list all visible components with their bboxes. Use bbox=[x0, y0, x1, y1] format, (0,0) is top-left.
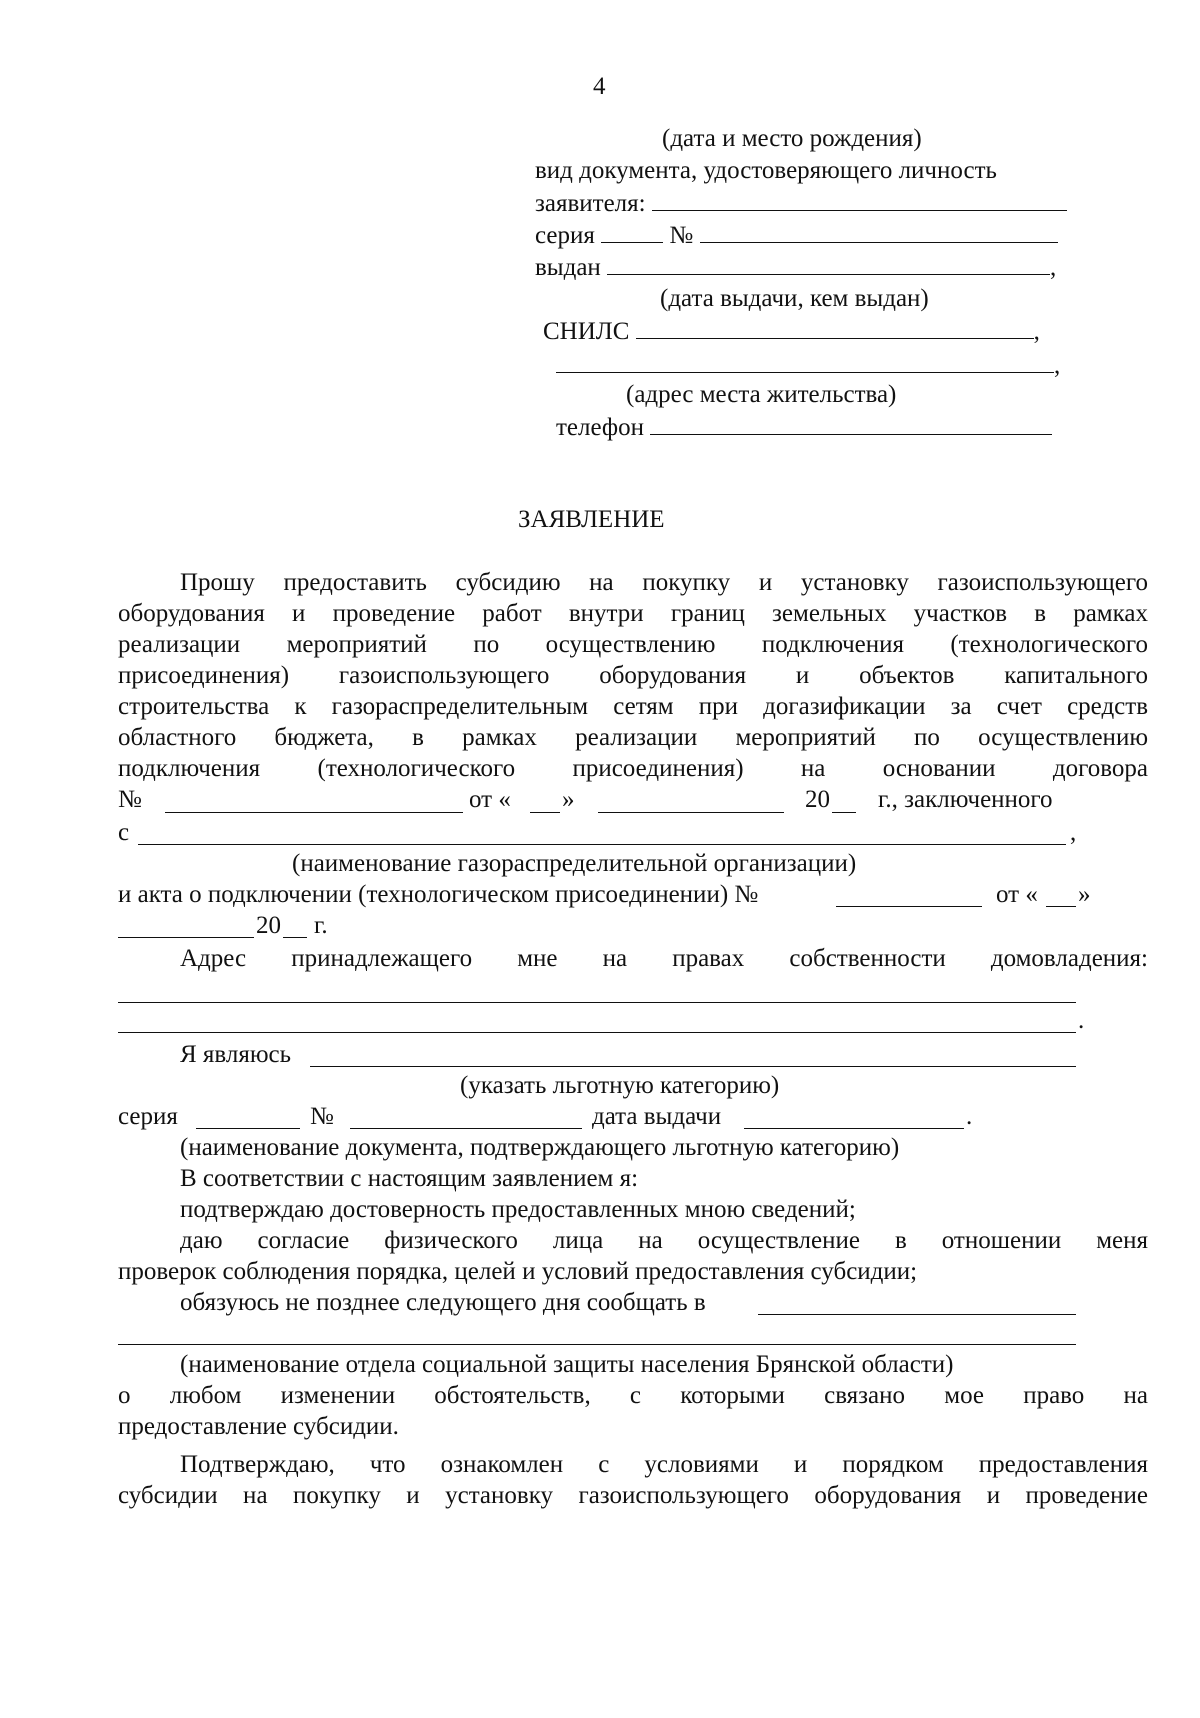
issued-row: выдан , bbox=[535, 254, 1057, 281]
series-number-row bbox=[535, 220, 1058, 251]
cat-series-field[interactable] bbox=[196, 1128, 300, 1129]
address-period: . bbox=[1078, 1007, 1085, 1034]
ack-line1: Подтверждаю, что ознакомлен с условиями и порядком предоставления bbox=[180, 1451, 1148, 1478]
category-label: Я являюсь bbox=[180, 1041, 292, 1068]
act-number-field[interactable] bbox=[836, 906, 982, 907]
p1-line1: Прошу предоставить субсидию на покупку и установку газоиспользующего bbox=[180, 569, 1148, 596]
org-caption: (наименование газораспределительной организации) bbox=[292, 850, 857, 877]
act-month-field[interactable] bbox=[118, 937, 254, 938]
snils-row: СНИЛС , bbox=[543, 318, 1040, 345]
issued-caption: (дата выдачи, кем выдан) bbox=[660, 285, 929, 312]
id-doc-label-line1: вид документа, удостоверяющего личность bbox=[535, 157, 997, 184]
cat-period: . bbox=[966, 1103, 973, 1130]
consent-line2: проверок соблюдения порядка, целей и условий предоставления субсидии; bbox=[118, 1258, 918, 1285]
ack-line2: субсидии на покупку и установку газоиспользующего оборудования и проведение bbox=[118, 1482, 1148, 1509]
series-field[interactable] bbox=[601, 220, 663, 243]
act-year-prefix: 20 bbox=[256, 912, 281, 939]
dept-field-2[interactable] bbox=[118, 1344, 1076, 1345]
issued-label: выдан bbox=[535, 254, 601, 281]
act-quote-close: » bbox=[1078, 881, 1091, 908]
contract-year-suffix: г., заключенного bbox=[878, 786, 1053, 813]
property-address-field-2[interactable] bbox=[118, 1032, 1076, 1033]
p1-line3: реализации мероприятий по осуществлению подключения (технологического bbox=[118, 631, 1148, 658]
dept-field-1[interactable] bbox=[758, 1314, 1076, 1315]
address-field[interactable] bbox=[556, 350, 1054, 373]
contract-no-label: № bbox=[118, 786, 142, 813]
number-label: № bbox=[669, 222, 694, 249]
applicant-label: заявителя: bbox=[535, 190, 646, 217]
series-label: серия bbox=[535, 222, 595, 249]
accord-line: В соответствии с настоящим заявлением я: bbox=[180, 1165, 639, 1192]
contract-quote-close: » bbox=[562, 786, 575, 813]
page-number: 4 bbox=[593, 73, 606, 100]
p1-line2: оборудования и проведение работ внутри границ земельных участков в рамках bbox=[118, 600, 1148, 627]
consent-line1: даю согласие физического лица на осуществление в отношении меня bbox=[180, 1227, 1148, 1254]
contract-with-label: с bbox=[118, 819, 130, 846]
act-day-field[interactable] bbox=[1046, 906, 1076, 907]
cat-number-label: № bbox=[310, 1103, 334, 1130]
snils-field[interactable] bbox=[636, 316, 1034, 339]
phone-label: телефон bbox=[556, 414, 644, 441]
p1-line4: присоединения) газоиспользующего оборудования и объектов капитального bbox=[118, 662, 1148, 689]
property-address-field-1[interactable] bbox=[118, 1002, 1076, 1003]
address-caption: (адрес места жительства) bbox=[626, 381, 897, 408]
cat-series-label: серия bbox=[118, 1103, 178, 1130]
contract-number-field[interactable] bbox=[165, 812, 463, 813]
oblige-line: обязуюсь не позднее следующего дня сообщать в bbox=[180, 1289, 706, 1316]
org-comma: , bbox=[1070, 819, 1077, 846]
confirm-line: подтверждаю достоверность предоставленных мною сведений; bbox=[180, 1196, 856, 1223]
change-line2: предоставление субсидии. bbox=[118, 1413, 399, 1440]
contract-year-field[interactable] bbox=[832, 812, 856, 813]
act-year-field[interactable] bbox=[283, 937, 307, 938]
number-field[interactable] bbox=[700, 220, 1058, 243]
act-from-label: от « bbox=[996, 881, 1038, 908]
birth-caption: (дата и место рождения) bbox=[662, 125, 922, 152]
contract-from-label: от « bbox=[469, 786, 511, 813]
p1-line5: строительства к газораспределительным сетям при догазификации за счет средств bbox=[118, 693, 1148, 720]
act-label: и акта о подключении (технологическом присоединении) № bbox=[118, 881, 759, 908]
p1-line6: областного бюджета, в рамках реализации мероприятий по осуществлению bbox=[118, 724, 1148, 751]
contract-month-field[interactable] bbox=[598, 812, 784, 813]
contract-day-field[interactable] bbox=[530, 812, 560, 813]
act-year-suffix: г. bbox=[314, 912, 328, 939]
cat-number-field[interactable] bbox=[350, 1128, 582, 1129]
id-doc-field[interactable] bbox=[652, 188, 1067, 211]
address-row: , bbox=[556, 350, 1060, 381]
phone-field[interactable] bbox=[650, 412, 1052, 435]
document-title: ЗАЯВЛЕНИЕ bbox=[518, 506, 665, 533]
cat-date-label: дата выдачи bbox=[592, 1103, 722, 1130]
cat-doc-caption: (наименование документа, подтверждающего льготную категорию) bbox=[180, 1134, 900, 1161]
snils-label: СНИЛС bbox=[543, 318, 630, 345]
cat-date-field[interactable] bbox=[744, 1128, 964, 1129]
p1-line7: подключения (технологического присоединения) на основании договора bbox=[118, 755, 1148, 782]
id-doc-label-line2 bbox=[535, 188, 1067, 219]
gas-org-field[interactable] bbox=[138, 844, 1066, 845]
issued-field[interactable] bbox=[607, 252, 1050, 275]
change-line1: о любом изменении обстоятельств, с которыми связано мое право на bbox=[118, 1382, 1148, 1409]
dept-caption: (наименование отдела социальной защиты населения Брянской области) bbox=[180, 1351, 954, 1378]
phone-row bbox=[556, 412, 1052, 443]
category-field[interactable] bbox=[310, 1066, 1076, 1067]
category-caption: (указать льготную категорию) bbox=[460, 1072, 780, 1099]
property-address-label: Адрес принадлежащего мне на правах собственности домовладения: bbox=[180, 945, 1148, 972]
contract-year-prefix: 20 bbox=[805, 786, 830, 813]
